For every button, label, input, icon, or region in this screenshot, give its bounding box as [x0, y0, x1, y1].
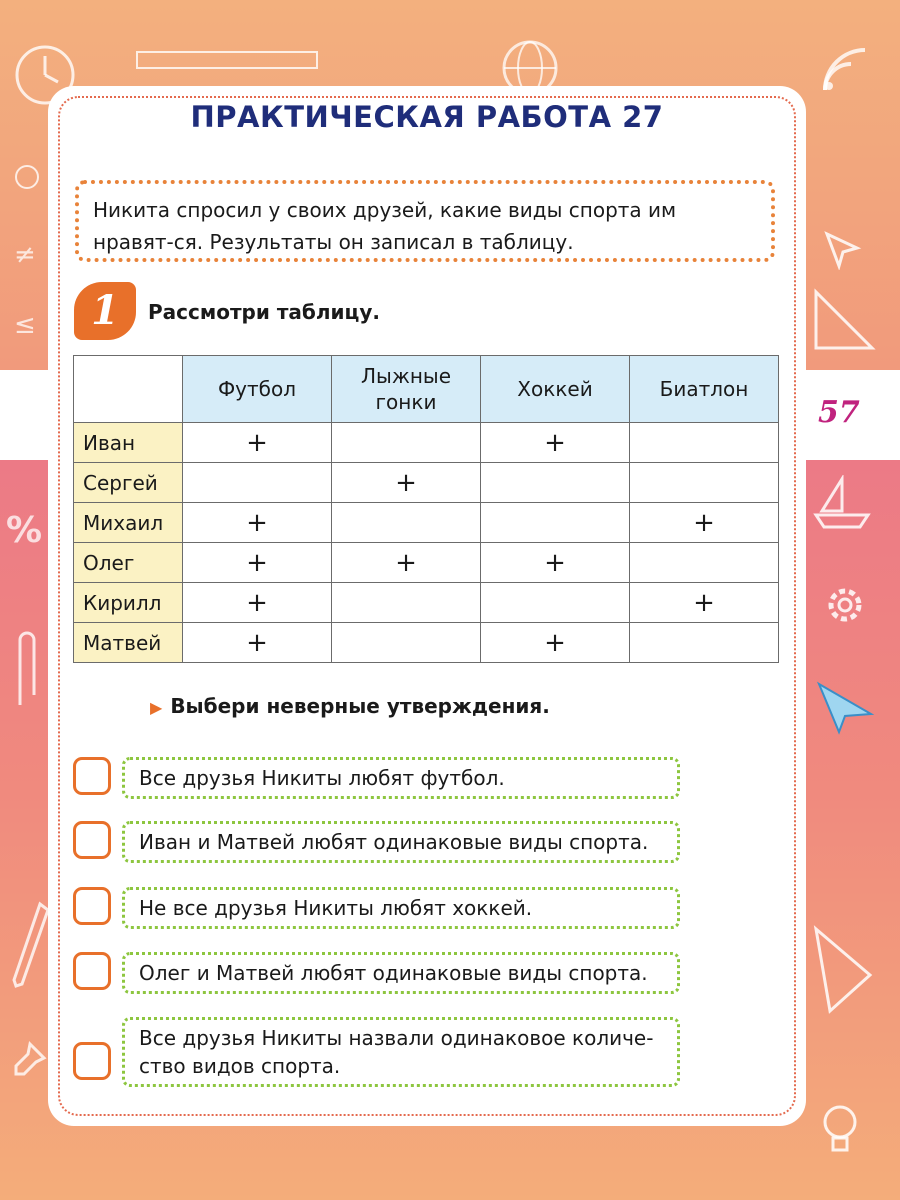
answer-statement: Иван и Матвей любят одинаковые виды спорта. — [122, 821, 680, 863]
table-row — [74, 423, 779, 463]
set-square-icon — [812, 288, 877, 353]
answer-option — [73, 821, 681, 861]
table-row — [74, 623, 779, 663]
table-cell: + — [481, 543, 630, 583]
table-cell — [630, 463, 779, 503]
paperclip-icon — [12, 625, 42, 715]
table-cell — [332, 583, 481, 623]
triangle-icon — [810, 925, 880, 1015]
table-cell: + — [183, 423, 332, 463]
boat-icon — [812, 475, 872, 530]
pin-icon — [10, 1040, 50, 1080]
answer-statement: Все друзья Никиты назвали одинаковое количе-ство видов спорта. — [122, 1017, 680, 1087]
column-header: Футбол — [183, 356, 332, 423]
table-cell — [332, 423, 481, 463]
pencil-icon — [10, 900, 50, 990]
column-header: Хоккей — [481, 356, 630, 423]
row-name: Кирилл — [74, 583, 183, 623]
sun-icon — [5, 155, 50, 200]
paper-plane-icon — [815, 680, 875, 735]
table-cell — [183, 463, 332, 503]
table-row — [74, 503, 779, 543]
intro-text: Никита спросил у своих друзей, какие виды спорта им нравят-ся. Результаты он записал в таблицу. — [75, 180, 775, 262]
table-cell: + — [332, 543, 481, 583]
table-cell: + — [183, 503, 332, 543]
less-equal-icon: ≤ — [14, 310, 36, 340]
wifi-icon — [815, 40, 875, 100]
not-equal-icon: ≠ — [14, 240, 36, 270]
table-cell — [332, 623, 481, 663]
page-number: 57 — [818, 395, 860, 430]
play-arrow-icon: ▶ — [150, 698, 163, 717]
table-cell — [630, 623, 779, 663]
cursor-icon — [823, 230, 863, 270]
table-corner-cell — [74, 356, 183, 423]
answer-checkbox[interactable] — [73, 887, 111, 925]
column-header — [332, 356, 481, 423]
answer-statement: Олег и Матвей любят одинаковые виды спорта. — [122, 952, 680, 994]
table-cell — [481, 503, 630, 543]
table-cell — [630, 423, 779, 463]
answer-option — [73, 887, 681, 927]
sports-table — [73, 355, 779, 663]
column-header: Биатлон — [630, 356, 779, 423]
table-cell: + — [481, 423, 630, 463]
percent-icon: % — [6, 510, 43, 551]
table-cell: + — [332, 463, 481, 503]
answer-statement: Все друзья Никиты любят футбол. — [122, 757, 680, 799]
answer-statement: Не все друзья Никиты любят хоккей. — [122, 887, 680, 929]
ruler-icon — [135, 48, 320, 72]
table-row — [74, 583, 779, 623]
table-row — [74, 463, 779, 503]
table-cell — [481, 463, 630, 503]
table-cell: + — [183, 583, 332, 623]
row-name: Иван — [74, 423, 183, 463]
table-cell: + — [183, 623, 332, 663]
task-number-badge: 1 — [74, 282, 136, 340]
table-cell — [630, 543, 779, 583]
gear-icon — [820, 580, 870, 630]
table-cell: + — [481, 623, 630, 663]
table-row — [74, 543, 779, 583]
answer-option — [73, 952, 681, 992]
task-instruction: Рассмотри таблицу. — [148, 300, 381, 324]
question-prompt — [150, 694, 550, 718]
table-cell: + — [630, 583, 779, 623]
row-name: Михаил — [74, 503, 183, 543]
table-header-row — [74, 356, 779, 423]
row-name: Матвей — [74, 623, 183, 663]
answer-checkbox[interactable] — [73, 1042, 111, 1080]
answer-checkbox[interactable] — [73, 821, 111, 859]
question-prompt-text: Выбери неверные утверждения. — [170, 694, 550, 718]
row-name: Сергей — [74, 463, 183, 503]
answer-checkbox[interactable] — [73, 952, 111, 990]
answer-option — [73, 1017, 681, 1083]
row-name: Олег — [74, 543, 183, 583]
answer-option — [73, 757, 681, 797]
answer-checkbox[interactable] — [73, 757, 111, 795]
lightbulb-icon — [815, 1100, 865, 1160]
table-cell: + — [630, 503, 779, 543]
table-cell: + — [183, 543, 332, 583]
table-cell — [332, 503, 481, 543]
page-title: ПРАКТИЧЕСКАЯ РАБОТА 27 — [190, 100, 664, 134]
column-header-label: Лыжные гонки — [360, 364, 452, 414]
table-cell — [481, 583, 630, 623]
